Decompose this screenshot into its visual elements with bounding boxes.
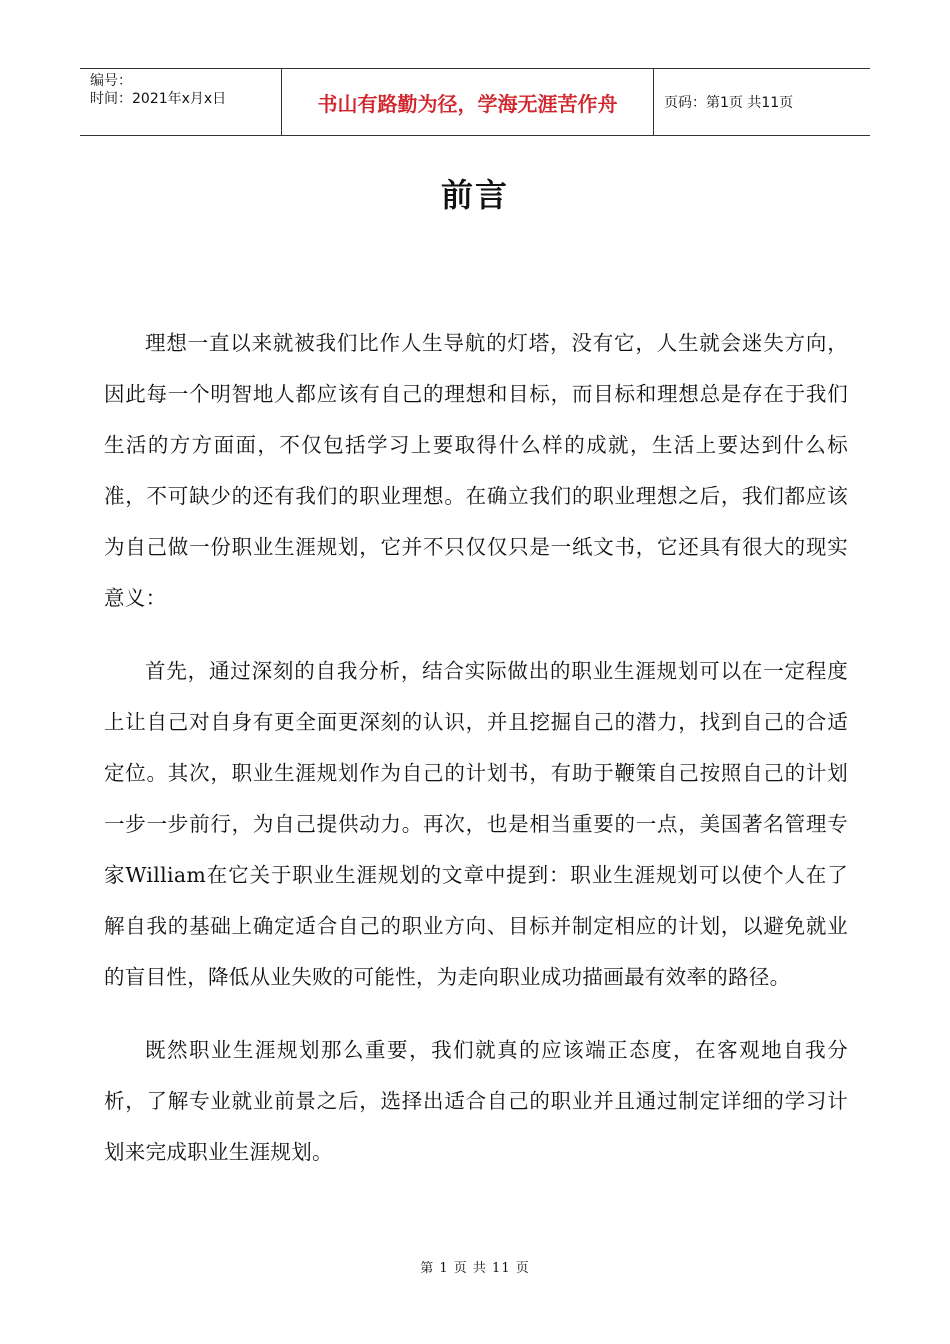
page-footer: 第 1 页 共 11 页 xyxy=(420,1261,530,1276)
document-number-label: 编号： xyxy=(90,73,132,89)
paragraph-3: 既然职业生涯规划那么重要，我们就真的应该端正态度，在客观地自我分析，了解专业就业前景之后，选择出适合自己的职业并且通过制定详细的学习计划来完成职业生涯规划。 xyxy=(104,1038,848,1164)
header-meta xyxy=(80,69,282,135)
paragraph-1: 理想一直以来就被我们比作人生导航的灯塔，没有它，人生就会迷失方向，因此每一个明智地人都应该有自己的理想和目标，而目标和理想总是存在于我们生活的方方面面，不仅包括学习上要取得什么样的成就，生活上要达到什么标准，不可缺少的还有我们的职业理想。在确立我们的职业理想之后，我们都应该为自己做一份职业生涯规划，它并不只仅仅只是一纸文书，它还具有很大的现实意义： xyxy=(104,331,848,610)
page-title: 前言 xyxy=(440,176,509,214)
document-date-label: 时间：2021年x月x日 xyxy=(90,91,227,107)
document-header xyxy=(80,68,870,136)
header-motto: 书山有路勤为径，学海无涯苦作舟 xyxy=(282,69,654,135)
paragraph-2: 首先，通过深刻的自我分析，结合实际做出的职业生涯规划可以在一定程度上让自己对自身有更全面更深刻的认识，并且挖掘自己的潜力，找到自己的合适定位。其次，职业生涯规划作为自己的计划书，有助于鞭策自己按照自己的计划一步一步前行，为自己提供动力。再次，也是相当重要的一点，美国著名管理专家William在它关于职业生涯规划的文章中提到：职业生涯规划可以使个人在了解自我的基础上确定适合自己的职业方向、目标并制定相应的计划，以避免就业的盲目性，降低从业失败的可能性，为走向职业成功描画最有效率的路径。 xyxy=(104,659,848,989)
header-page-info: 页码：第1页 共11页 xyxy=(664,95,794,111)
document-body xyxy=(104,318,848,1200)
